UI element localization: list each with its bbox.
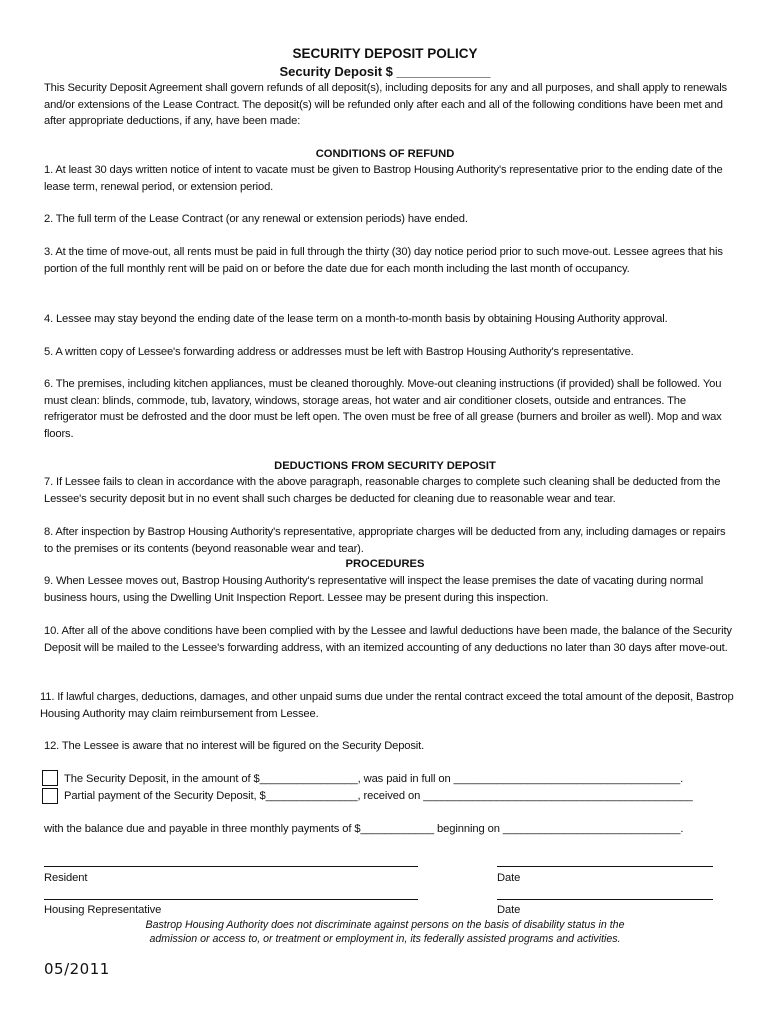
partial-payment-checkbox[interactable] xyxy=(42,788,58,804)
item-2: 2. The full term of the Lease Contract (or any renewal or extension periods) have ended. xyxy=(44,213,468,225)
housing-rep-date-line[interactable] xyxy=(497,899,713,900)
intro-paragraph: This Security Deposit Agreement shall govern refunds of all deposit(s), including deposits for any and all purposes, and shall apply to renewals and/or extensions of the Lease Contract. The deposit(s) will be refunded only after each and all of the following conditions have been met and after appropriate deductions, if any, have been made: xyxy=(44,82,727,127)
procedures-heading: PROCEDURES xyxy=(345,558,425,570)
housing-rep-label: Housing Representative xyxy=(44,904,162,916)
resident-label: Resident xyxy=(44,872,88,884)
partial-payment-text: Partial payment of the Security Deposit, $_______________, received on ____________________________________________ xyxy=(64,790,693,802)
item-7: 7. If Lessee fails to clean in accordance with the above paragraph, reasonable charges to complete such cleaning shall be deducted from the Lessee's security deposit but in no event shall such charges be deducted for cleaning due to reasonable wear and tear. xyxy=(44,476,721,505)
deductions-heading: DEDUCTIONS FROM SECURITY DEPOSIT xyxy=(274,460,496,472)
paid-in-full-checkbox[interactable] xyxy=(42,770,58,786)
housing-rep-signature-line[interactable] xyxy=(44,899,418,900)
revision-date: 05/2011 xyxy=(44,960,110,978)
item-6: 6. The premises, including kitchen appliances, must be cleaned thoroughly. Move-out cleaning instructions (if provided) shall be followed. You must clean: blinds, commode, tub, lavatory, windows, storage areas, hot water and air conditioner closets, outside and entrances. The refrigerator must be defrosted and the door must be left open. The oven must be free of all grease (burners and broiler as well). Mop and wax floors. xyxy=(44,378,722,440)
item-8: 8. After inspection by Bastrop Housing Authority's representative, appropriate charges will be deducted from any, including damages or repairs to the premises or its contents (beyond reasonable wear and tear). xyxy=(44,526,726,555)
nondiscrimination-line-2: admission or access to, or treatment or employment in, its federally assisted programs and activities. xyxy=(149,933,621,945)
paid-in-full-text: The Security Deposit, in the amount of $________________, was paid in full on _____________________________________. xyxy=(64,773,684,785)
document-title: SECURITY DEPOSIT POLICY xyxy=(292,46,478,61)
housing-rep-date-label: Date xyxy=(497,904,521,916)
resident-date-line[interactable] xyxy=(497,866,713,867)
conditions-heading: CONDITIONS OF REFUND xyxy=(315,148,455,160)
item-12: 12. The Lessee is aware that no interest will be figured on the Security Deposit. xyxy=(44,740,425,752)
item-10: 10. After all of the above conditions have been complied with by the Lessee and lawful deductions have been made, the balance of the Security Deposit will be mailed to the Lessee's forwarding address, with an itemized accounting of any deductions no later than 30 days after move-out. xyxy=(44,625,732,654)
item-11: 11. If lawful charges, deductions, damages, and other unpaid sums due under the rental contract exceed the total amount of the deposit, Bastrop Housing Authority may claim reimbursement from Lessee. xyxy=(40,691,734,720)
item-4: 4. Lessee may stay beyond the ending date of the lease term on a month-to-month basis by obtaining Housing Authority approval. xyxy=(44,313,668,325)
item-9: 9. When Lessee moves out, Bastrop Housing Authority's representative will inspect the lease premises the date of vacating during normal business hours, using the Dwelling Unit Inspection Report. Lessee may be present during this inspection. xyxy=(44,575,704,604)
resident-signature-line[interactable] xyxy=(44,866,418,867)
security-deposit-amount-label: Security Deposit $ _____________ xyxy=(279,64,491,79)
item-5: 5. A written copy of Lessee's forwarding address or addresses must be left with Bastrop Housing Authority's representative. xyxy=(44,346,634,358)
balance-due-text: with the balance due and payable in three monthly payments of $____________ beginning on _____________________________. xyxy=(44,823,684,835)
item-1: 1. At least 30 days written notice of intent to vacate must be given to Bastrop Housing Authority's representative prior to the ending date of the lease term, renewal period, or extension period. xyxy=(44,164,723,193)
nondiscrimination-line-1: Bastrop Housing Authority does not discriminate against persons on the basis of disability status in the xyxy=(145,919,625,931)
resident-date-label: Date xyxy=(497,872,521,884)
item-3: 3. At the time of move-out, all rents must be paid in full through the thirty (30) day notice period prior to such move-out. Lessee agrees that his portion of the full monthly rent will be paid on or before the date due for each month including the last month of occupancy. xyxy=(44,246,723,275)
